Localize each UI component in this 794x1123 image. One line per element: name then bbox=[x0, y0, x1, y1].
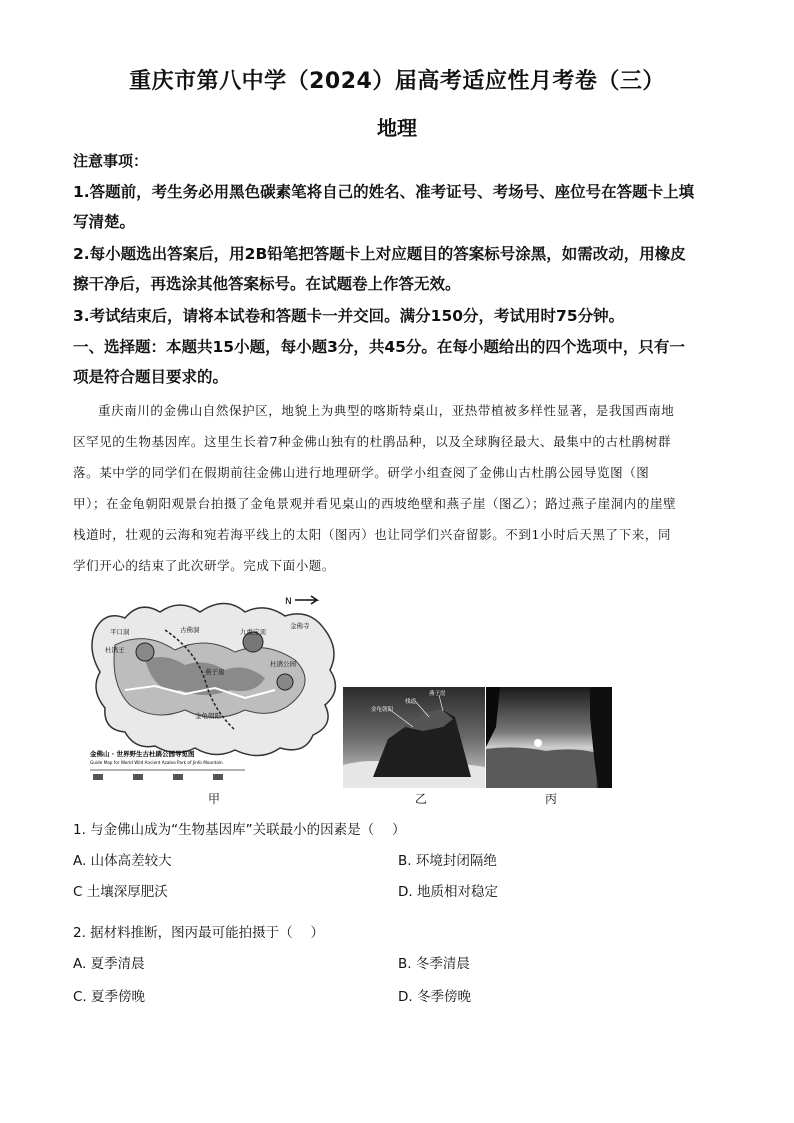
subject-title: 地理 bbox=[377, 116, 417, 140]
map-label: 燕子崖 bbox=[205, 668, 225, 676]
passage-line: 区罕见的生物基因库。这里生长着7种金佛山独有的杜鹃品种，以及全球胸径最大、最集中的古杜鹃树群 bbox=[73, 434, 672, 449]
answer-option: A. 山体高差较大 bbox=[73, 853, 172, 869]
figure-caption: 甲 bbox=[208, 792, 221, 806]
notice-line: 2.每小题选出答案后，用2B铅笔把答题卡上对应题目的答案标号涂黑，如需改动，用橡皮 bbox=[73, 245, 686, 263]
map-label: 杜鹃公园 bbox=[270, 660, 296, 668]
photo-label: 栈道 bbox=[405, 699, 417, 705]
answer-option: A. 夏季清晨 bbox=[73, 956, 145, 972]
notice-line: 擦干净后，再选涂其他答案标号。在试题卷上作答无效。 bbox=[73, 275, 461, 293]
map-label: 金佛寺 bbox=[290, 622, 310, 630]
map-label: 杜鹃王 bbox=[105, 646, 125, 654]
passage-line: 重庆南川的金佛山自然保护区，地貌上为典型的喀斯特桌山，亚热带植被多样性显著，是我国西南地 bbox=[98, 403, 675, 418]
photo-label: 金龟朝阳 bbox=[371, 707, 394, 713]
notice-line: 1.答题前，考生务必用黑色碳素笔将自己的姓名、准考证号、考场号、座位号在答题卡上填 bbox=[73, 183, 695, 201]
passage-line: 栈道时，壮观的云海和宛若海平线上的太阳（图丙）也让同学们兴奋留影。不到1小时后天黑了下来，同 bbox=[73, 527, 672, 542]
answer-option: B. 冬季清晨 bbox=[398, 956, 470, 972]
answer-option: C. 夏季傍晚 bbox=[73, 989, 146, 1005]
page-title: 重庆市第八中学（2024）届高考适应性月考卷（三） bbox=[129, 69, 665, 94]
figure-caption: 丙 bbox=[545, 792, 558, 806]
figure-caption: 乙 bbox=[415, 792, 428, 806]
photo-sunset-image bbox=[486, 687, 612, 788]
photo-label: 燕子崖 bbox=[429, 691, 446, 697]
answer-option: B. 环境封闭隔绝 bbox=[398, 853, 497, 869]
map-label: 古佛洞 bbox=[180, 626, 200, 634]
section-heading: 一、选择题：本题共15小题，每小题3分，共45分。在每小题给出的四个选项中，只有一 bbox=[73, 338, 685, 356]
map-label: 金龟朝阳 bbox=[195, 712, 221, 720]
map-title: 金佛山 · 世界野生古杜鹃公园导览图 bbox=[90, 750, 195, 758]
notice-line: 写清楚。 bbox=[73, 213, 136, 231]
figure-group bbox=[85, 590, 612, 810]
question-stem: 1. 与金佛山成为“生物基因库”关联最小的因素是（ ） bbox=[73, 822, 406, 838]
photo-mountain-image bbox=[343, 687, 485, 788]
answer-option: C 土壤深厚肥沃 bbox=[73, 884, 168, 900]
map-subtitle: Guide Map for World Wild Ancient Azalea Park of Jinfo Mountain bbox=[90, 760, 223, 765]
section-heading-cont: 项是符合题目要求的。 bbox=[73, 368, 229, 386]
notice-line: 3.考试结束后，请将本试卷和答题卡一并交回。满分150分，考试用时75分钟。 bbox=[73, 307, 625, 325]
guide-map-image bbox=[85, 590, 342, 788]
passage-line: 甲）；在金龟朝阳观景台拍摄了金龟景观并看见桌山的西坡绝壁和燕子崖（图乙）；路过燕子崖洞内的崖壁 bbox=[73, 496, 677, 511]
answer-option: D. 冬季傍晚 bbox=[398, 989, 471, 1005]
map-label: 九重宝顶 bbox=[240, 628, 266, 636]
map-label: 平口洞 bbox=[110, 628, 130, 636]
passage-line: 学们开心的结束了此次研学。完成下面小题。 bbox=[73, 558, 336, 573]
question-stem: 2. 据材料推断，图丙最可能拍摄于（ ） bbox=[73, 925, 324, 941]
passage-line: 落。某中学的同学们在假期前往金佛山进行地理研学。研学小组查阅了金佛山古杜鹃公园导览图（图 bbox=[73, 465, 650, 480]
north-label: N bbox=[285, 597, 292, 607]
answer-option: D. 地质相对稳定 bbox=[398, 884, 498, 900]
notice-heading: 注意事项： bbox=[73, 152, 149, 170]
